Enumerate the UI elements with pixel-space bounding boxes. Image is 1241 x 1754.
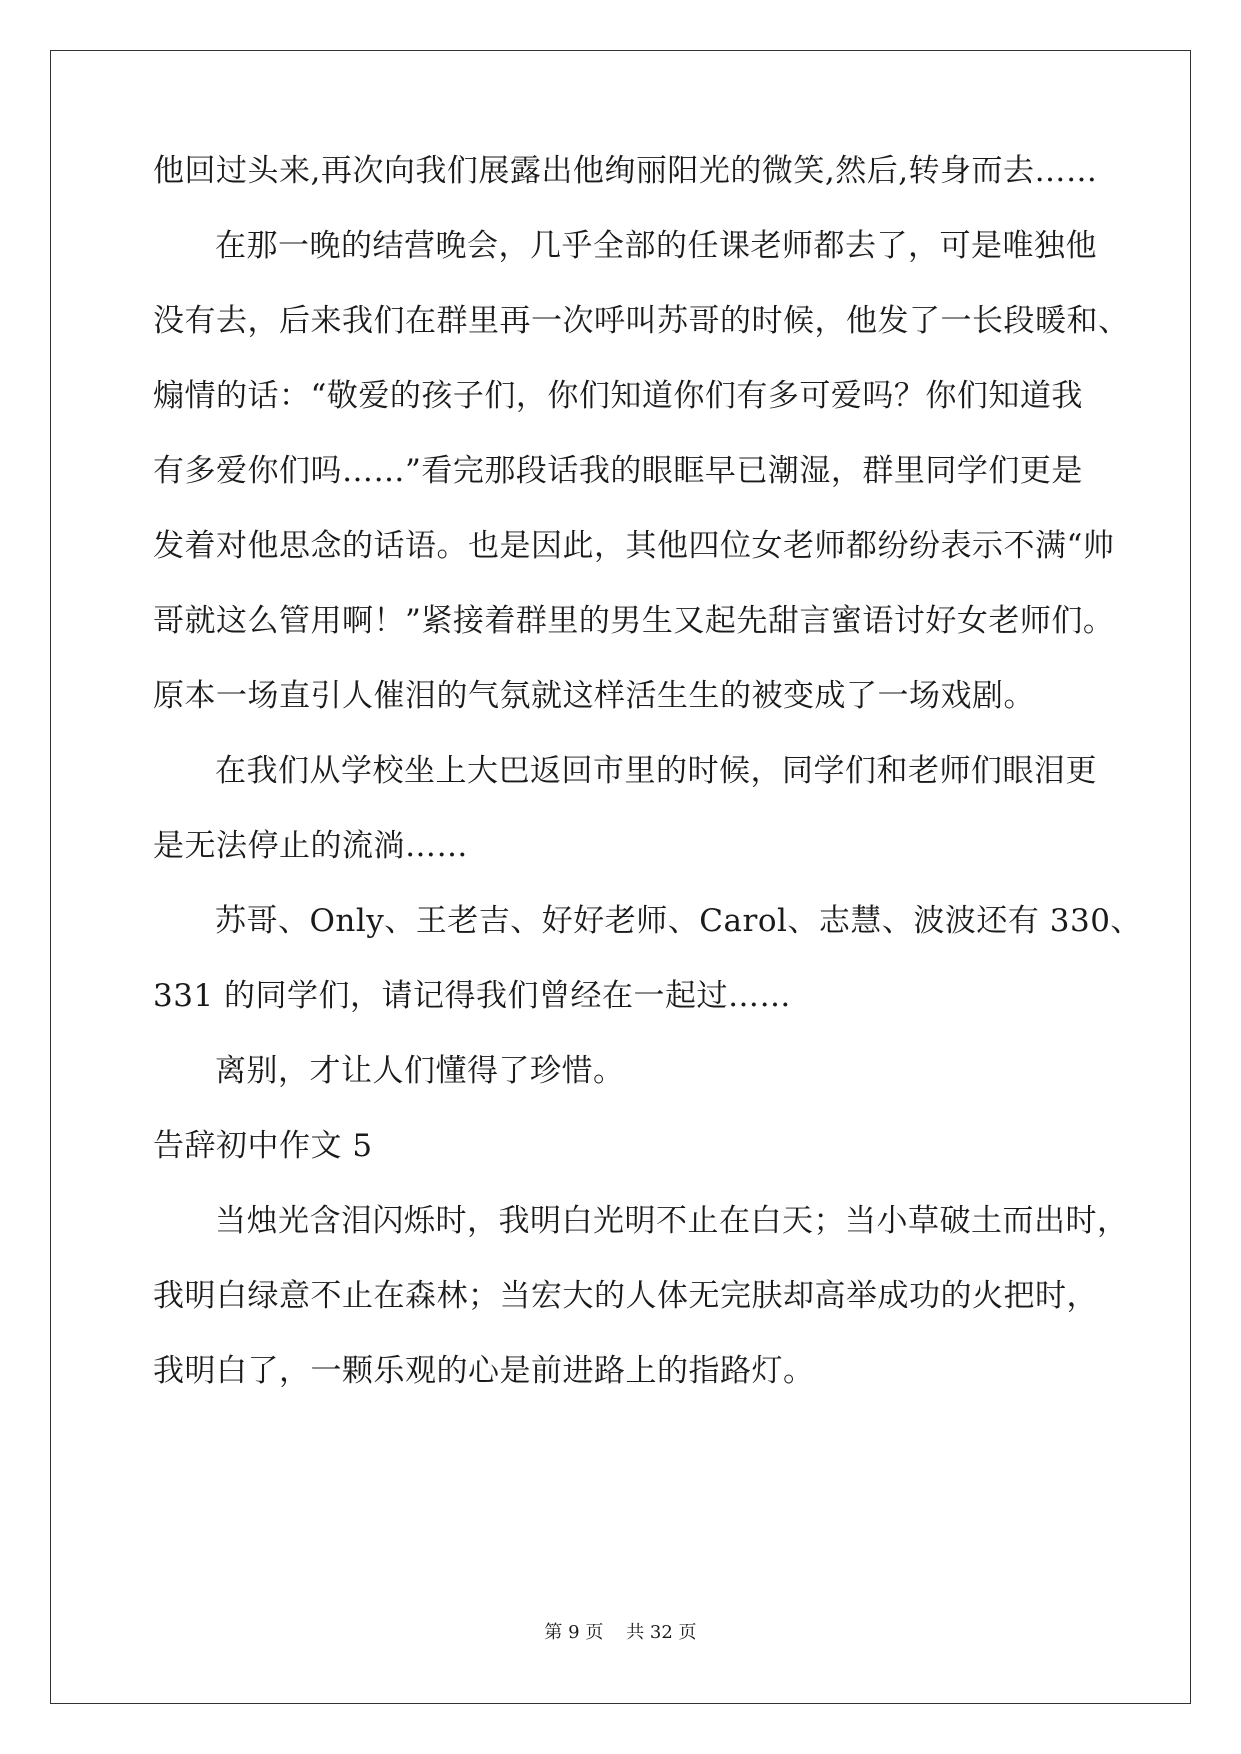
paragraph-start-line: 离别，才让人们懂得了珍惜。 <box>215 1053 625 1089</box>
text-line: 煽情的话：“敬爱的孩子们，你们知道你们有多可爱吗？你们知道我 <box>153 378 1083 414</box>
paragraph-start-line: 在我们从学校坐上大巴返回市里的时候，同学们和老师们眼泪更 <box>215 753 1097 789</box>
text-line: 哥就这么管用啊！”紧接着群里的男生又起先甜言蜜语讨好女老师们。 <box>153 603 1115 639</box>
paragraph-start-line: 苏哥、Only、王老吉、好好老师、Carol、志慧、波波还有 330、 <box>215 903 1142 939</box>
text-line: 原本一场直引人催泪的气氛就这样活生生的被变成了一场戏剧。 <box>153 678 1035 714</box>
text-line: 是无法停止的流淌…… <box>153 828 468 864</box>
paragraph-start-line: 当烛光含泪闪烁时，我明白光明不止在白天；当小草破土而出时， <box>215 1203 1129 1239</box>
page-border <box>50 50 1191 1704</box>
page-footer <box>0 1621 1241 1645</box>
page-number-label: 第 9 页 共 32 页 <box>544 1622 697 1643</box>
text-line: 有多爱你们吗……”看完那段话我的眼眶早已潮湿，群里同学们更是 <box>153 453 1083 489</box>
text-line: 331 的同学们，请记得我们曾经在一起过…… <box>153 978 792 1014</box>
text-line: 我明白绿意不止在森林；当宏大的人体无完肤却高举成功的火把时， <box>153 1278 1098 1314</box>
text-line: 我明白了，一颗乐观的心是前进路上的指路灯。 <box>153 1353 815 1389</box>
text-line: 发着对他思念的话语。也是因此，其他四位女老师都纷纷表示不满“帅 <box>153 528 1115 564</box>
paragraph-start-line: 在那一晚的结营晚会，几乎全部的任课老师都去了，可是唯独他 <box>215 228 1097 264</box>
text-line: 没有去，后来我们在群里再一次呼叫苏哥的时候，他发了一长段暖和、 <box>153 303 1130 339</box>
section-heading: 告辞初中作文 5 <box>153 1128 373 1164</box>
text-line: 他回过头来,再次向我们展露出他绚丽阳光的微笑,然后,转身而去…… <box>153 153 1098 189</box>
